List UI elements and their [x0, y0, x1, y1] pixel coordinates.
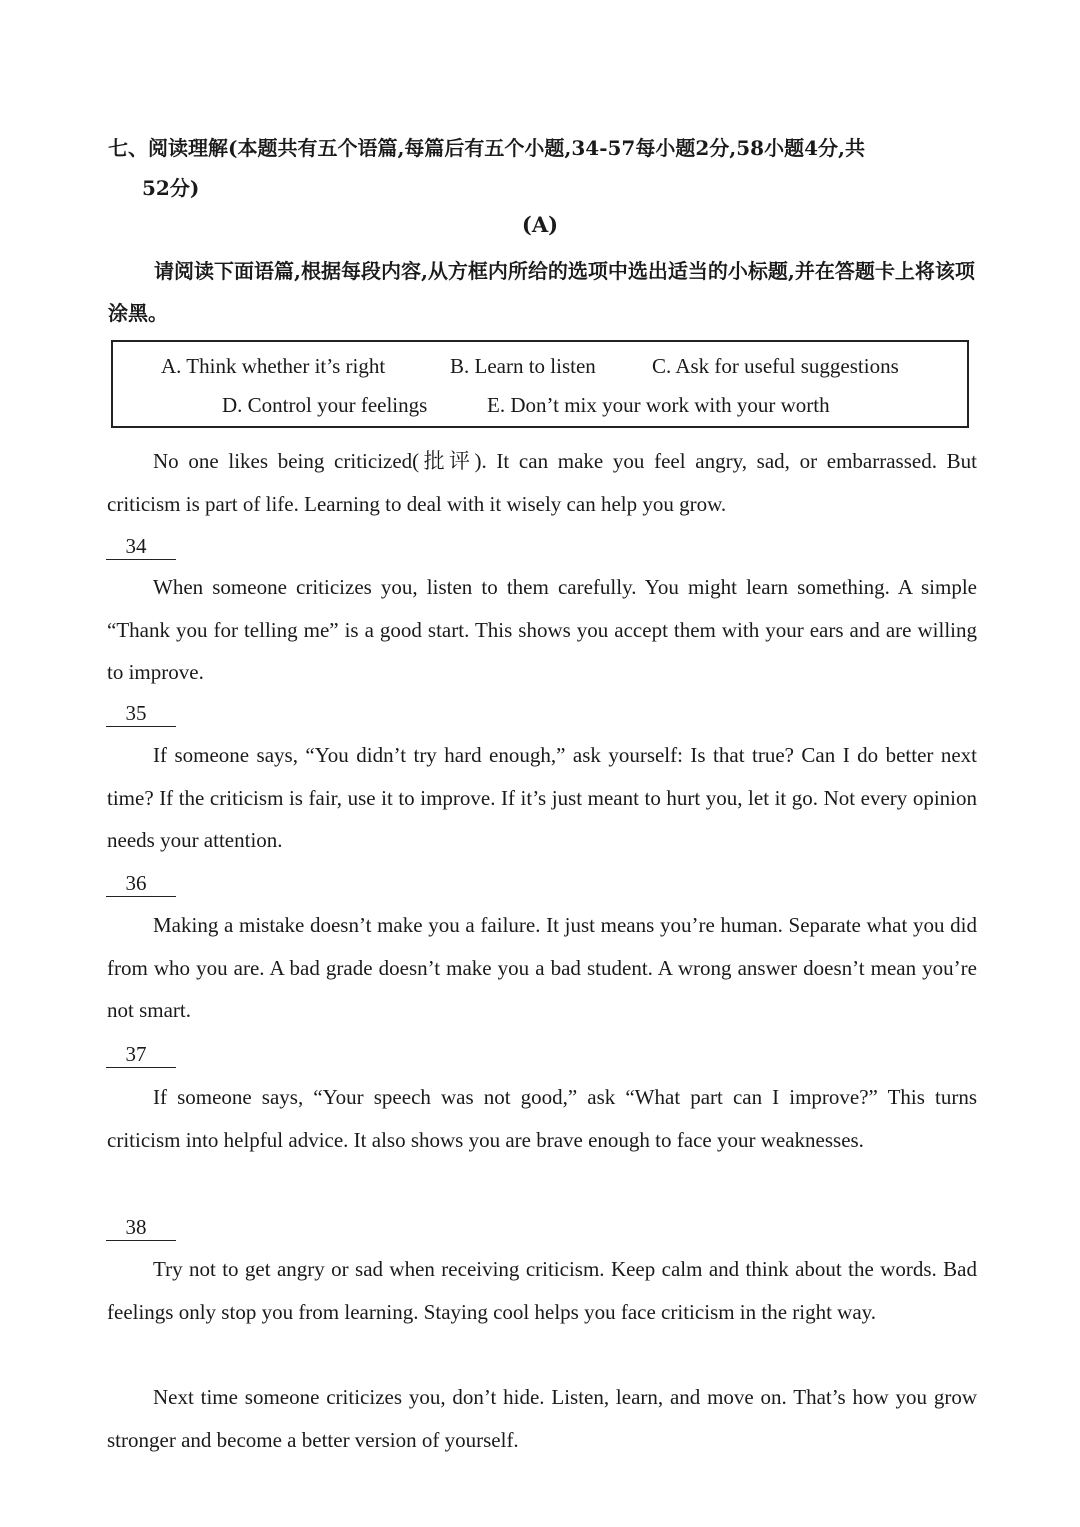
option-e: E. Don’t mix your work with your worth [487, 393, 830, 417]
passage-label: (A) [521, 212, 559, 237]
paragraph-intro: No one likes being criticized(批评). It can make you feel angry, sad, or embarrassed. But criticism is part of life. Learning to deal with it wisely can help you grow. [107, 449, 977, 516]
option-a: A. Think whether it’s right [161, 354, 386, 378]
paragraph-38: Try not to get angry or sad when receiving criticism. Keep calm and think about the words. Bad feelings only stop you from learning. Staying cool helps you face criticism in the right way. [107, 1257, 977, 1324]
instruction-text: 请阅读下面语篇,根据每段内容,从方框内所给的选项中选出适当的小标题,并在答题卡上将该项涂黑。 [108, 259, 975, 325]
blank-37: 37 [106, 1041, 176, 1068]
blank-35: 35 [106, 700, 176, 727]
paragraph-closing: Next time someone criticizes you, don’t hide. Listen, learn, and move on. That’s how you grow stronger and become a better version of yourself. [107, 1385, 977, 1452]
blank-34: 34 [106, 533, 176, 560]
blank-36: 36 [106, 870, 176, 897]
section-heading-line2: 52分) [142, 176, 200, 200]
option-b: B. Learn to listen [450, 354, 596, 378]
section-heading [108, 128, 978, 208]
paragraph-34: When someone criticizes you, listen to them carefully. You might learn something. A simple “Thank you for telling me” is a good start. This shows you accept them with your ears and are willing to improve. [107, 575, 977, 684]
options-box [111, 340, 969, 428]
option-c: C. Ask for useful suggestions [652, 354, 899, 378]
paragraph-35: If someone says, “You didn’t try hard enough,” ask yourself: Is that true? Can I do better next time? If the criticism is fair, use it to improve. If it’s just meant to hurt you, let it go. Not every opinion needs your attention. [107, 743, 977, 852]
paragraph-37: If someone says, “Your speech was not good,” ask “What part can I improve?” This turns criticism into helpful advice. It also shows you are brave enough to face your weaknesses. [107, 1085, 977, 1152]
option-d: D. Control your feelings [222, 393, 428, 417]
section-heading-line1: 七、阅读理解(本题共有五个语篇,每篇后有五个小题,34-57每小题2分,58小题4分,共 [108, 136, 865, 160]
blank-38: 38 [106, 1214, 176, 1241]
paragraph-36: Making a mistake doesn’t make you a failure. It just means you’re human. Separate what you did from who you are. A bad grade doesn’t make you a bad student. A wrong answer doesn’t mean you’re not smart. [107, 913, 977, 1022]
